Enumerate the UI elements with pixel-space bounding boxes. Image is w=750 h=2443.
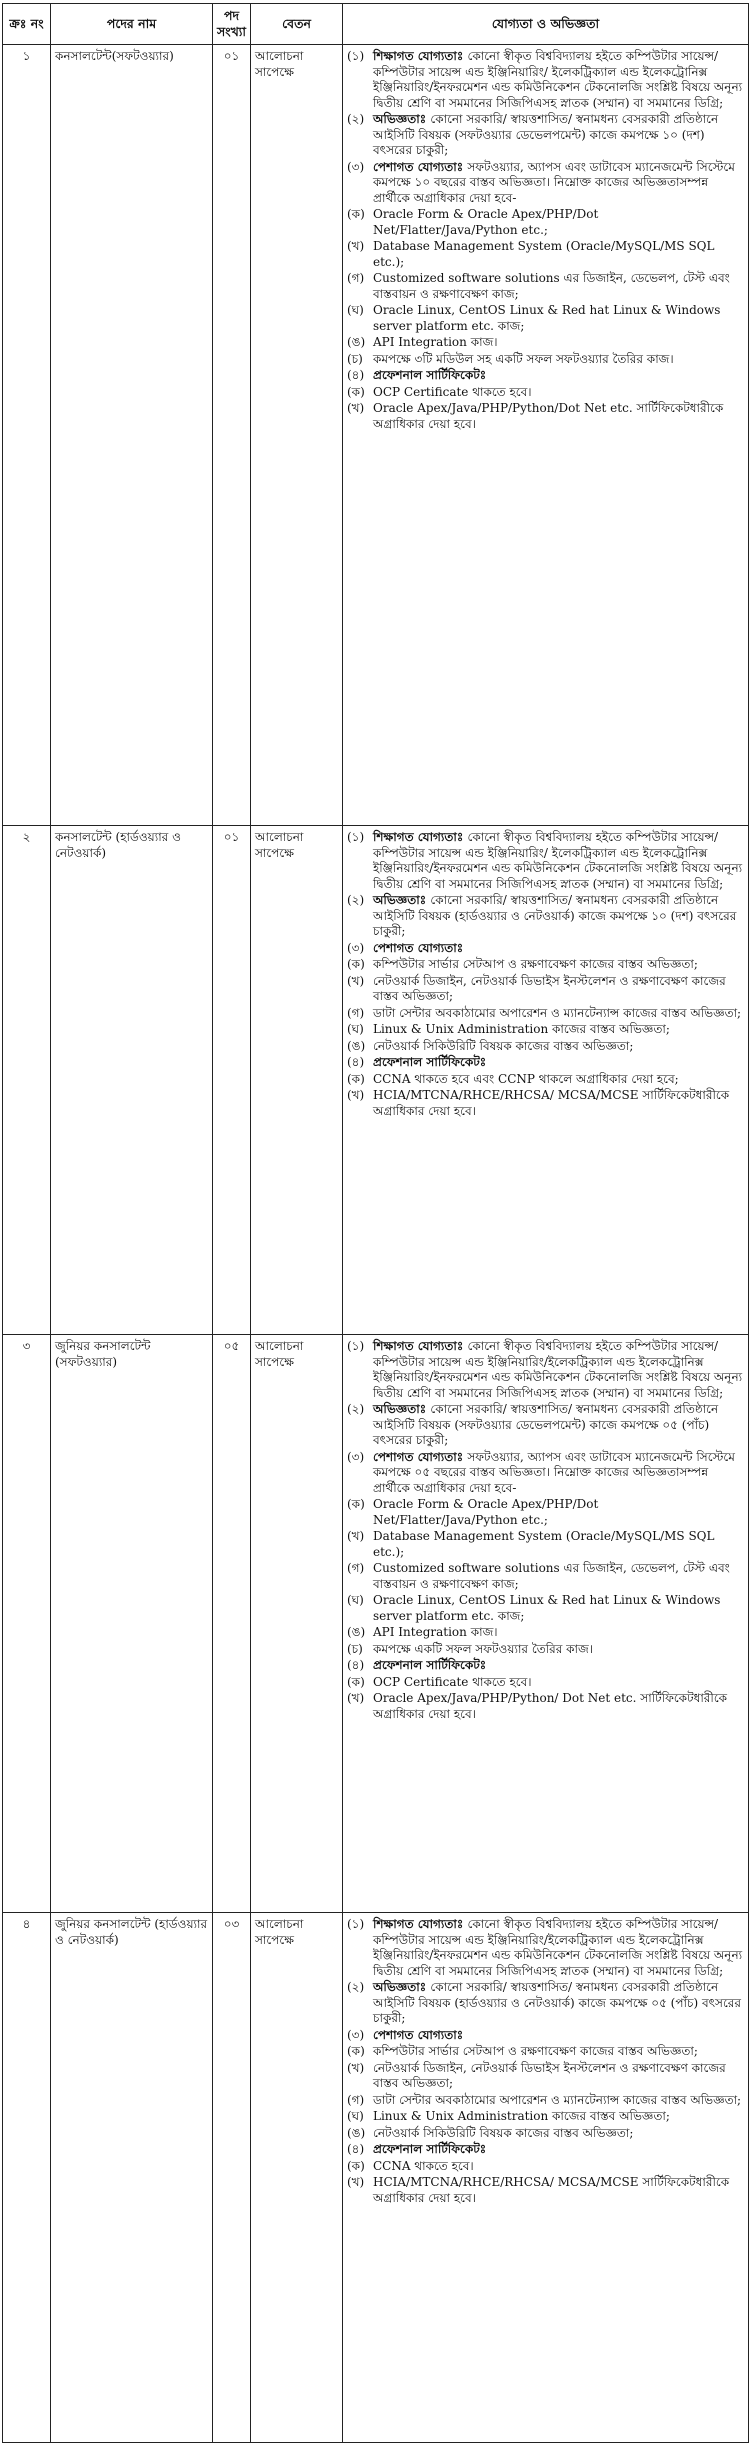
item-marker: (খ) — [347, 1088, 365, 1102]
item-marker: (৩) — [347, 1449, 365, 1464]
item-marker: (খ) — [347, 973, 365, 988]
item-text-wrap — [373, 2028, 744, 2044]
item-text-wrap — [373, 1675, 744, 1691]
item-text: নেটওয়ার্ক সিকিউরিটি বিষয়ক কাজের বাস্তব অভিজ্ঞতা; — [373, 1038, 634, 1053]
item-heading: প্রফেশনাল সার্টিফিকেটঃ — [373, 2142, 487, 2156]
list-item — [347, 160, 744, 207]
item-text-wrap — [373, 2142, 744, 2158]
list-item — [347, 1658, 744, 1674]
item-text: ডাটা সেন্টার অবকাঠামোর অপারেশন ও ম্যানটেন্যান্স কাজের বাস্তব অভিজ্ঞতা; — [373, 1005, 742, 1020]
list-item — [347, 1593, 744, 1624]
item-text-wrap — [373, 1561, 744, 1592]
qualification-list — [347, 1917, 744, 2206]
item-text: কম্পিউটার সার্ভার সেটআপ ও রক্ষণাবেক্ষণ কাজের বাস্তব অভিজ্ঞতা; — [373, 2044, 698, 2058]
item-marker: (ক) — [347, 957, 365, 971]
item-text: OCP Certificate থাকতে হবে। — [373, 1674, 532, 1689]
list-item — [347, 335, 744, 351]
item-text: Linux & Unix Administration কাজের বাস্তব অভিজ্ঞতা; — [373, 2109, 670, 2123]
list-item — [347, 941, 744, 957]
item-text-wrap — [373, 2159, 744, 2175]
salary-cell: আলোচনা সাপেক্ষে — [251, 45, 343, 826]
list-item — [347, 271, 744, 302]
item-marker: (১) — [347, 1917, 365, 1931]
item-text-wrap — [373, 1980, 744, 2027]
list-item — [347, 1561, 744, 1592]
item-marker: (৪) — [347, 2142, 365, 2156]
salary-cell: আলোচনা সাপেক্ষে — [251, 1335, 343, 1913]
item-marker: (২) — [347, 1402, 365, 1416]
list-item — [347, 1642, 744, 1658]
item-heading: অভিজ্ঞতাঃ — [373, 112, 427, 126]
item-heading: পেশাগত যোগ্যতাঃ — [373, 2027, 464, 2042]
item-text-wrap — [373, 2175, 744, 2206]
table-row — [3, 1335, 749, 1913]
item-heading: পেশাগত যোগ্যতাঃ — [373, 1449, 464, 1464]
list-item — [347, 1039, 744, 1055]
item-text: সফটওয়্যার, অ্যাপস এবং ডাটাবেস ম্যানেজমেন্ট সিস্টেমে কমপক্ষে ০৫ বছরের বাস্তব অভিজ্ঞতা। নিম্নোক্ত কাজের অভিজ্ঞতাসম্পন্ন প্রার্থীকে অগ্রাধিকার দেয়া হবে- — [373, 1449, 735, 1495]
list-item — [347, 2028, 744, 2044]
item-text-wrap — [373, 1593, 744, 1624]
list-item — [347, 401, 744, 432]
item-text: Linux & Unix Administration কাজের বাস্তব অভিজ্ঞতা; — [373, 1022, 670, 1036]
list-item — [347, 1980, 744, 2027]
item-text-wrap — [373, 1072, 744, 1088]
item-text: Database Management System (Oracle/MySQL/MS SQL etc.); — [373, 239, 715, 269]
item-marker: (খ) — [347, 1529, 365, 1543]
list-item — [347, 352, 744, 368]
item-text: ডাটা সেন্টার অবকাঠামোর অপারেশন ও ম্যানটেন্যান্স কাজের বাস্তব অভিজ্ঞতা; — [373, 2092, 742, 2107]
item-marker: (ঘ) — [347, 1022, 364, 1036]
item-heading: প্রফেশনাল সার্টিফিকেটঃ — [373, 368, 487, 382]
item-text: নেটওয়ার্ক ডিজাইন, নেটওয়ার্ক ডিভাইস ইনস্টলেশন ও রক্ষণাবেক্ষণ কাজের বাস্তব অভিজ্ঞতা; — [373, 973, 726, 1003]
list-item — [347, 1339, 744, 1401]
item-text-wrap — [373, 160, 744, 207]
item-text: OCP Certificate থাকতে হবে। — [373, 384, 532, 399]
header-qualification: যোগ্যতা ও অভিজ্ঞতা — [343, 4, 749, 45]
list-item — [347, 1402, 744, 1449]
item-text: নেটওয়ার্ক সিকিউরিটি বিষয়ক কাজের বাস্তব অভিজ্ঞতা; — [373, 2125, 634, 2140]
item-text-wrap — [373, 385, 744, 401]
qualification-list — [347, 49, 744, 432]
list-item — [347, 239, 744, 270]
item-marker: (খ) — [347, 2175, 365, 2189]
item-text: কোনো সরকারি/ স্বায়ত্তশাসিত/ স্বনামধন্য বেসরকারী প্রতিষ্ঠানে আইসিটি বিষয়ক (হার্ডওয়্যার ও নেটওয়ার্ক) কাজে কমপক্ষে ১০ (দশ) বৎসরের চাকুরী; — [373, 893, 737, 938]
list-item — [347, 1625, 744, 1641]
list-item — [347, 2142, 744, 2158]
item-heading: প্রফেশনাল সার্টিফিকেটঃ — [373, 1055, 487, 1069]
list-item — [347, 974, 744, 1005]
item-text-wrap — [373, 2109, 744, 2125]
list-item — [347, 385, 744, 401]
list-item — [347, 1497, 744, 1528]
item-text: কোনো স্বীকৃত বিশ্ববিদ্যালয় হইতে কম্পিউটার সায়েন্স/ কম্পিউটার সায়েন্স এন্ড ইঞ্জিনিয়ারিং/ ইলেকট্রিক্যাল এন্ড ইলেকট্রোনিক্স ইঞ্জিনিয়ারিং/ইনফরমেশন এন্ড কমিউনিকেশন টেকনোলজি সংশ্লিষ্ট বিষয়ে অনূন্য দ্বিতীয় শ্রেণি বা সমমানের সিজিপিএসহ স্নাতক (সম্মান) বা সমমানের ডিগ্রি; — [373, 49, 743, 110]
item-marker: (ক) — [347, 384, 365, 399]
item-text-wrap — [373, 1402, 744, 1449]
item-marker: (গ) — [347, 1005, 365, 1020]
list-item — [347, 2175, 744, 2206]
qualification-cell — [343, 1335, 749, 1913]
qualification-cell — [343, 45, 749, 826]
item-marker: (৪) — [347, 368, 365, 382]
list-item — [347, 1675, 744, 1691]
item-text-wrap — [373, 2126, 744, 2142]
item-text-wrap — [373, 1055, 744, 1071]
list-item — [347, 112, 744, 159]
post-count-cell: ০১ — [213, 826, 251, 1335]
item-heading: শিক্ষাগত যোগ্যতাঃ — [373, 1917, 464, 1931]
list-item — [347, 2093, 744, 2109]
list-item — [347, 1006, 744, 1022]
header-serial: ক্রঃ নং — [3, 4, 51, 45]
item-text-wrap — [373, 2093, 744, 2109]
list-item — [347, 893, 744, 940]
item-text: সফটওয়্যার, অ্যাপস এবং ডাটাবেস ম্যানেজমেন্ট সিস্টেমে কমপক্ষে ১০ বছরের বাস্তব অভিজ্ঞতা। নিম্নোক্ত কাজের অভিজ্ঞতাসম্পন্ন প্রার্থীকে অগ্রাধিকার দেয়া হবে- — [373, 159, 735, 205]
list-item — [347, 1917, 744, 1979]
item-marker: (৪) — [347, 1055, 365, 1069]
item-marker: (গ) — [347, 2092, 365, 2107]
item-text: কোনো সরকারি/ স্বায়ত্তশাসিত/ স্বনামধন্য বেসরকারী প্রতিষ্ঠানে আইসিটি বিষয়ক (সফটওয়্যার ডেভেলপমেন্ট) কাজে কমপক্ষে ০৫ (পাঁচ) বৎসরের চাকুরী; — [373, 1402, 719, 1447]
serial-cell: ৩ — [3, 1335, 51, 1913]
item-text-wrap — [373, 352, 744, 368]
salary-cell: আলোচনা সাপেক্ষে — [251, 1913, 343, 2443]
list-item — [347, 303, 744, 334]
item-text-wrap — [373, 1917, 744, 1979]
item-text-wrap — [373, 2061, 744, 2092]
serial-cell: ১ — [3, 45, 51, 826]
item-text-wrap — [373, 1450, 744, 1497]
item-text: কম্পিউটার সার্ভার সেটআপ ও রক্ষণাবেক্ষণ কাজের বাস্তব অভিজ্ঞতা; — [373, 957, 698, 971]
post-count-cell: ০৫ — [213, 1335, 251, 1913]
list-item — [347, 1055, 744, 1071]
item-text-wrap — [373, 1339, 744, 1401]
item-text-wrap — [373, 893, 744, 940]
list-item — [347, 830, 744, 892]
item-text-wrap — [373, 401, 744, 432]
item-text-wrap — [373, 1497, 744, 1528]
table-row — [3, 1913, 749, 2443]
item-heading: শিক্ষাগত যোগ্যতাঃ — [373, 49, 464, 63]
list-item — [347, 2159, 744, 2175]
item-marker: (খ) — [347, 239, 365, 253]
item-text-wrap — [373, 941, 744, 957]
table-row — [3, 826, 749, 1335]
list-item — [347, 2061, 744, 2092]
list-item — [347, 207, 744, 238]
qualification-cell — [343, 826, 749, 1335]
item-text-wrap — [373, 1006, 744, 1022]
item-text-wrap — [373, 1529, 744, 1560]
item-marker: (ক) — [347, 1674, 365, 1689]
item-text: CCNA থাকতে হবে এবং CCNP থাকলে অগ্রাধিকার দেয়া হবে; — [373, 1071, 679, 1086]
item-marker: (৩) — [347, 940, 365, 955]
list-item — [347, 1450, 744, 1497]
item-text: Oracle Form & Oracle Apex/PHP/Dot Net/Flatter/Java/Python etc.; — [373, 207, 599, 237]
item-heading: শিক্ষাগত যোগ্যতাঃ — [373, 1339, 464, 1353]
serial-cell: ৪ — [3, 1913, 51, 2443]
item-marker: (৩) — [347, 159, 365, 174]
item-text-wrap — [373, 1625, 744, 1641]
item-marker: (চ) — [347, 351, 363, 366]
item-marker: (ক) — [347, 1497, 365, 1511]
post-name-cell: কনসালটেন্ট (হার্ডওয়্যার ও নেটওয়ার্ক) — [51, 826, 213, 1335]
header-post-name: পদের নাম — [51, 4, 213, 45]
item-marker: (ঙ) — [347, 335, 366, 349]
item-marker: (ঘ) — [347, 1593, 364, 1607]
header-row — [3, 4, 749, 45]
item-text-wrap — [373, 974, 744, 1005]
item-marker: (৩) — [347, 2027, 365, 2042]
item-marker: (খ) — [347, 2060, 365, 2075]
item-marker: (ক) — [347, 1071, 365, 1086]
item-text-wrap — [373, 1022, 744, 1038]
list-item — [347, 2126, 744, 2142]
item-marker: (১) — [347, 830, 365, 844]
list-item — [347, 2044, 744, 2060]
item-text-wrap — [373, 830, 744, 892]
item-text: Oracle Form & Oracle Apex/PHP/Dot Net/Flatter/Java/Python etc.; — [373, 1497, 599, 1527]
item-text-wrap — [373, 1642, 744, 1658]
item-text-wrap — [373, 303, 744, 334]
item-text: কোনো স্বীকৃত বিশ্ববিদ্যালয় হইতে কম্পিউটার সায়েন্স/ কম্পিউটার সায়েন্স এন্ড ইঞ্জিনিয়ারিং/ইলেকট্রিক্যাল এন্ড ইলেকট্রোনিক্স ইঞ্জিনিয়ারিং/ইনফরমেশন এন্ড কমিউনিকেশন টেকনোলজি সংশ্লিষ্ট বিষয়ে অনূন্য দ্বিতীয় শ্রেণি বা সমমানের সিজিপিএসহ স্নাতক (সম্মান) বা সমমানের ডিগ্রি; — [373, 1917, 743, 1978]
item-text-wrap — [373, 335, 744, 351]
item-text: Customized software solutions এর ডিজাইন, ডেভেলপ, টেস্ট এবং বাস্তবায়ন ও রক্ষণাবেক্ষণ কাজ; — [373, 1561, 730, 1591]
item-heading: অভিজ্ঞতাঃ — [373, 893, 427, 907]
header-salary: বেতন — [251, 4, 343, 45]
item-marker: (খ) — [347, 401, 365, 415]
qualification-list — [347, 830, 744, 1119]
item-text-wrap — [373, 239, 744, 270]
item-marker: (ঘ) — [347, 303, 364, 317]
item-text-wrap — [373, 1039, 744, 1055]
item-text: Oracle Apex/Java/PHP/Python/ Dot Net etc. সার্টিফিকেটধারীকে অগ্রাধিকার দেয়া হবে। — [373, 1691, 728, 1721]
item-marker: (গ) — [347, 271, 365, 285]
item-text-wrap — [373, 49, 744, 111]
item-heading: প্রফেশনাল সার্টিফিকেটঃ — [373, 1658, 487, 1672]
item-text: কোনো সরকারি/ স্বায়ত্তশাসিত/ স্বনামধন্য বেসরকারী প্রতিষ্ঠানে আইসিটি বিষয়ক (সফটওয়্যার ডেভেলপমেন্ট) কাজে কমপক্ষে ১০ (দশ) বৎসরের চাকুরী; — [373, 112, 719, 157]
item-marker: (ক) — [347, 2044, 365, 2058]
item-marker: (গ) — [347, 1561, 365, 1575]
item-marker: (চ) — [347, 1641, 363, 1656]
salary-cell: আলোচনা সাপেক্ষে — [251, 826, 343, 1335]
list-item — [347, 49, 744, 111]
item-heading: পেশাগত যোগ্যতাঃ — [373, 940, 464, 955]
item-marker: (ক) — [347, 207, 365, 221]
item-text: কমপক্ষে একটি সফল সফটওয়্যার তৈরির কাজ। — [373, 1641, 594, 1656]
item-text: কমপক্ষে ৩টি মডিউল সহ একটি সফল সফটওয়্যার তৈরির কাজ। — [373, 351, 674, 366]
item-text: HCIA/MTCNA/RHCE/RHCSA/ MCSA/MCSE সার্টিফিকেটধারীকে অগ্রাধিকার দেয়া হবে। — [373, 1088, 730, 1118]
list-item — [347, 1022, 744, 1038]
item-text: CCNA থাকতে হবে। — [373, 2158, 474, 2173]
table-row — [3, 45, 749, 826]
post-count-cell: ০১ — [213, 45, 251, 826]
header-post-count: পদ সংখ্যা — [213, 4, 251, 45]
item-marker: (১) — [347, 1339, 365, 1353]
list-item — [347, 1072, 744, 1088]
list-item — [347, 368, 744, 384]
item-marker: (১) — [347, 49, 365, 63]
item-marker: (২) — [347, 1980, 365, 1994]
item-text-wrap — [373, 207, 744, 238]
list-item — [347, 957, 744, 973]
item-text: API Integration কাজ। — [373, 1625, 498, 1639]
serial-cell: ২ — [3, 826, 51, 1335]
list-item — [347, 1691, 744, 1722]
item-text: HCIA/MTCNA/RHCE/RHCSA/ MCSA/MCSE সার্টিফিকেটধারীকে অগ্রাধিকার দেয়া হবে। — [373, 2175, 730, 2205]
item-text: Customized software solutions এর ডিজাইন, ডেভেলপ, টেস্ট এবং বাস্তবায়ন ও রক্ষণাবেক্ষণ কাজ; — [373, 271, 730, 301]
item-text: Oracle Apex/Java/PHP/Python/Dot Net etc. সার্টিফিকেটধারীকে অগ্রাধিকার দেয়া হবে। — [373, 401, 724, 431]
list-item — [347, 1529, 744, 1560]
item-text-wrap — [373, 112, 744, 159]
post-count-cell: ০৩ — [213, 1913, 251, 2443]
item-marker: (২) — [347, 112, 365, 126]
item-text: Database Management System (Oracle/MySQL/MS SQL etc.); — [373, 1529, 715, 1559]
item-marker: (ঙ) — [347, 1625, 366, 1639]
item-text-wrap — [373, 368, 744, 384]
item-marker: (ঙ) — [347, 2125, 366, 2140]
item-text-wrap — [373, 271, 744, 302]
item-marker: (ক) — [347, 2158, 365, 2173]
item-heading: অভিজ্ঞতাঃ — [373, 1980, 427, 1994]
item-text-wrap — [373, 1088, 744, 1119]
item-text-wrap — [373, 957, 744, 973]
item-text: API Integration কাজ। — [373, 335, 498, 349]
item-text-wrap — [373, 1658, 744, 1674]
item-text: কোনো স্বীকৃত বিশ্ববিদ্যালয় হইতে কম্পিউটার সায়েন্স/ কম্পিউটার সায়েন্স এন্ড ইঞ্জিনিয়ারিং/ ইলেকট্রিক্যাল এন্ড ইলেকট্রোনিক্স ইঞ্জিনিয়ারিং/ইনফরমেশন এন্ড কমিউনিকেশন টেকনোলজি সংশ্লিষ্ট বিষয়ে অনূন্য দ্বিতীয় শ্রেণি বা সমমানের সিজিপিএসহ স্নাতক (সম্মান) বা সমমানের ডিগ্রি; — [373, 830, 743, 891]
item-text: নেটওয়ার্ক ডিজাইন, নেটওয়ার্ক ডিভাইস ইনস্টলেশন ও রক্ষণাবেক্ষণ কাজের বাস্তব অভিজ্ঞতা; — [373, 2060, 726, 2090]
item-heading: শিক্ষাগত যোগ্যতাঃ — [373, 830, 464, 844]
post-name-cell: কনসালটেন্ট(সফটওয়্যার) — [51, 45, 213, 826]
item-text-wrap — [373, 1691, 744, 1722]
list-item — [347, 1088, 744, 1119]
item-text: কোনো সরকারি/ স্বায়ত্তশাসিত/ স্বনামধন্য বেসরকারী প্রতিষ্ঠানে আইসিটি বিষয়ক (হার্ডওয়্যার ও নেটওয়ার্ক) কাজে কমপক্ষে ০৫ (পাঁচ) বৎসরের চাকুরী; — [373, 1980, 741, 2025]
post-name-cell: জুনিয়র কনসালটেন্ট (হার্ডওয়্যার ও নেটওয়ার্ক) — [51, 1913, 213, 2443]
item-marker: (২) — [347, 893, 365, 907]
item-heading: অভিজ্ঞতাঃ — [373, 1402, 427, 1416]
item-text: Oracle Linux, CentOS Linux & Red hat Linux & Windows server platform etc. কাজ; — [373, 1593, 721, 1623]
list-item — [347, 2109, 744, 2125]
item-marker: (ঙ) — [347, 1038, 366, 1053]
qualification-list — [347, 1339, 744, 1722]
item-text: কোনো স্বীকৃত বিশ্ববিদ্যালয় হইতে কম্পিউটার সায়েন্স/ কম্পিউটার সায়েন্স এন্ড ইঞ্জিনিয়ারিং/ইলেকট্রিক্যাল এন্ড ইলেকট্রোনিক্স ইঞ্জিনিয়ারিং/ইনফরমেশন এন্ড কমিউনিকেশন টেকনোলজি সংশ্লিষ্ট বিষয়ে অনূন্য দ্বিতীয় শ্রেণি বা সমমানের সিজিপিএসহ স্নাতক (সম্মান) বা সমমানের ডিগ্রি; — [373, 1339, 743, 1400]
job-circular-table — [2, 3, 749, 2443]
item-marker: (৪) — [347, 1658, 365, 1672]
item-marker: (ঘ) — [347, 2109, 364, 2123]
item-text-wrap — [373, 2044, 744, 2060]
qualification-cell — [343, 1913, 749, 2443]
item-text: Oracle Linux, CentOS Linux & Red hat Linux & Windows server platform etc. কাজ; — [373, 303, 721, 333]
post-name-cell: জুনিয়র কনসালটেন্ট (সফটওয়্যার) — [51, 1335, 213, 1913]
item-marker: (খ) — [347, 1691, 365, 1705]
item-heading: পেশাগত যোগ্যতাঃ — [373, 159, 464, 174]
